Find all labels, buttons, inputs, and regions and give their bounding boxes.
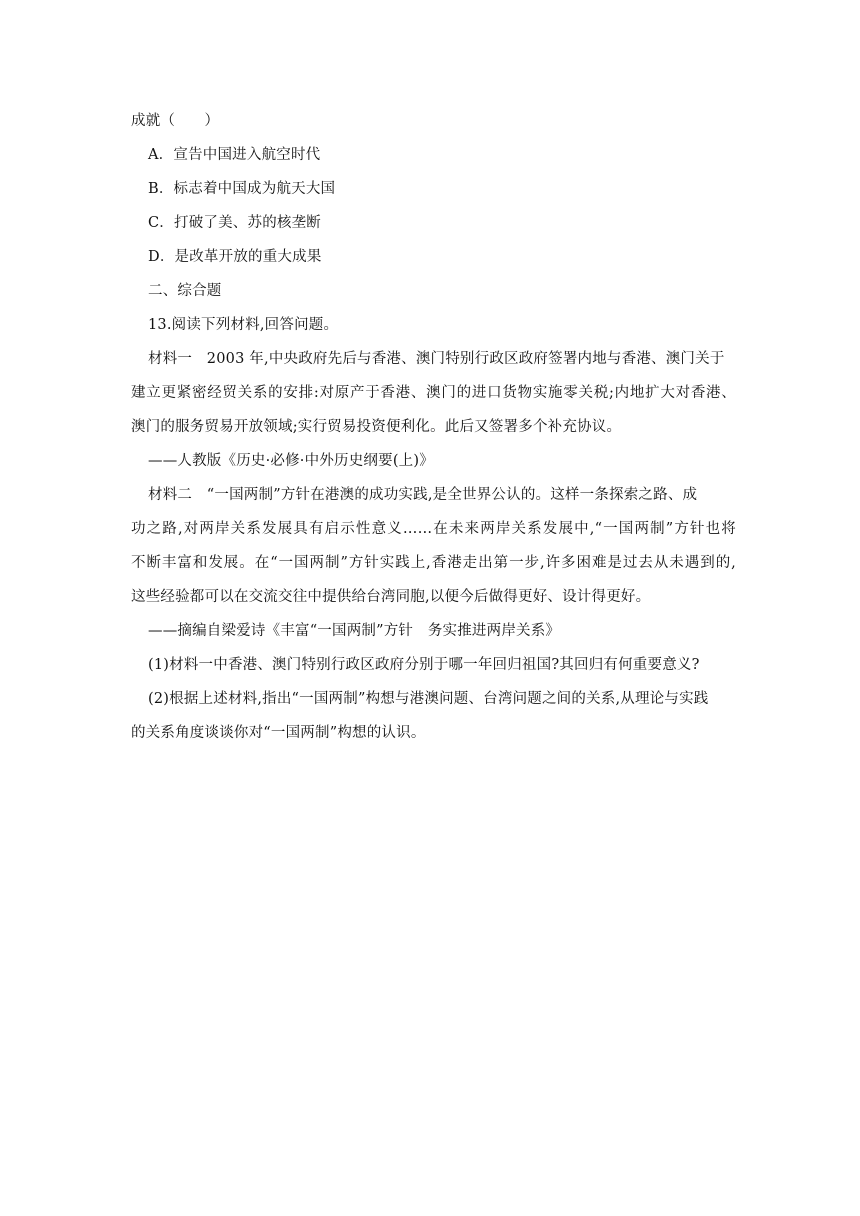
material-1-line: 建立更紧密经贸关系的安排:对原产于香港、澳门的进口货物实施零关税;内地扩大对香港、	[131, 385, 736, 401]
material-1-line: 澳门的服务贸易开放领域;实行贸易投资便利化。此后又签署多个补充协议。	[131, 419, 622, 435]
material-2-line: 不断丰富和发展。在“一国两制”方针实践上,香港走出第一步,许多困难是过去从未遇到的,	[131, 555, 736, 571]
material-2-line: 这些经验都可以在交流交往中提供给台湾同胞,以便今后做得更好、设计得更好。	[131, 589, 651, 605]
sub-question-2-line: 的关系角度谈谈你对“一国两制”构想的认识。	[131, 725, 426, 741]
section-heading: 二、综合题	[148, 283, 222, 299]
option-c: C．打破了美、苏的核垄断	[148, 215, 321, 231]
option-d: D．是改革开放的重大成果	[148, 249, 322, 265]
material-1-source: ——人教版《历史·必修·中外历史纲要(上)》	[148, 453, 434, 469]
material-1-line: 材料一 2003 年,中央政府先后与香港、澳门特别行政区政府签署内地与香港、澳门关于	[148, 351, 725, 367]
option-b: B．标志着中国成为航天大国	[148, 181, 336, 197]
sub-question-1: (1)材料一中香港、澳门特别行政区政府分别于哪一年回归祖国?其回归有何重要意义?	[148, 657, 700, 673]
sub-question-2-line: (2)根据上述材料,指出“一国两制”构想与港澳问题、台湾问题之间的关系,从理论与实践	[148, 691, 709, 707]
material-2-line: 材料二 “一国两制”方针在港澳的成功实践,是全世界公认的。这样一条探索之路、成	[148, 487, 698, 503]
question-13-prompt: 13.阅读下列材料,回答问题。	[148, 317, 339, 333]
option-a: A．宣告中国进入航空时代	[148, 147, 321, 163]
material-2-line: 功之路,对两岸关系发展具有启示性意义……在未来两岸关系发展中,“一国两制”方针也将	[131, 521, 736, 537]
material-2-source: ——摘编自梁爱诗《丰富“一国两制”方针 务实推进两岸关系》	[148, 623, 561, 639]
question-stem-tail: 成就（ ）	[131, 113, 220, 129]
